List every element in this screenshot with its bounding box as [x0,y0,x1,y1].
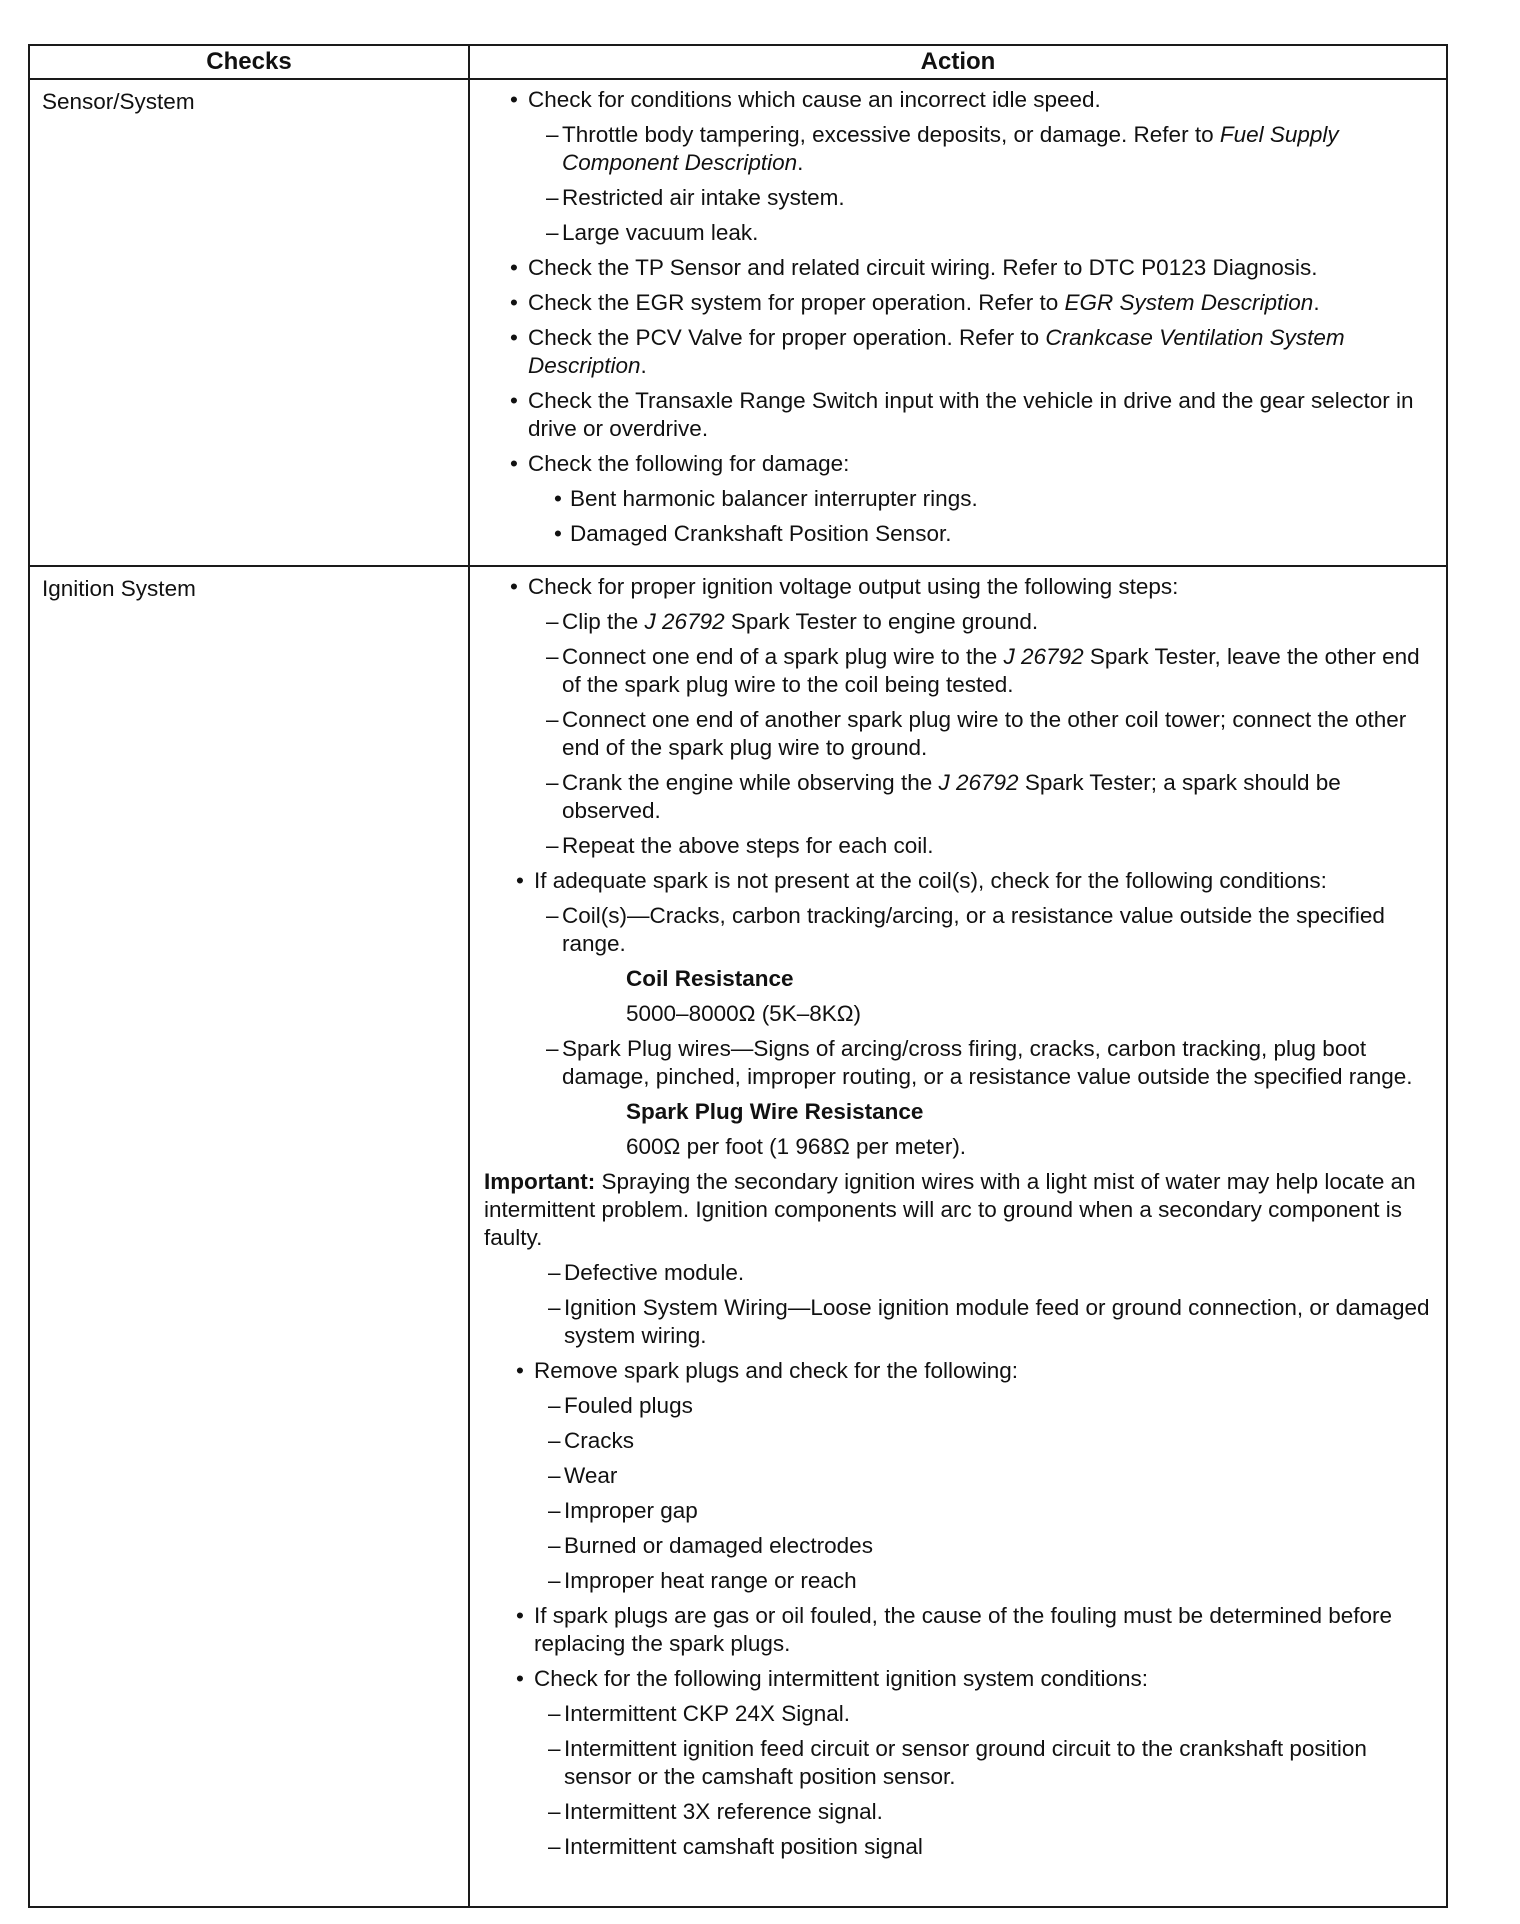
text-fragment: Check the PCV Valve for proper operation. Refer to [528,325,1046,350]
text-fragment: Check the EGR system for proper operation. Refer to [528,290,1065,315]
action-subitem: – Intermittent camshaft position signal [484,1833,1436,1861]
action-subitem: – Connect one end of another spark plug wire to the other coil tower; connect the other end of the spark plug wire to ground. [484,706,1436,762]
action-bullet: • If adequate spark is not present at the coil(s), check for the following conditions: [484,867,1436,895]
action-bullet: • Remove spark plugs and check for the following: [484,1357,1436,1385]
table-row-ignition-system [30,566,1446,1906]
action-bullet [484,289,1436,317]
action-subitem: – Coil(s)—Cracks, carbon tracking/arcing, or a resistance value outside the specified range. [484,902,1436,958]
text-fragment: Spark Tester to engine ground. [724,609,1039,634]
tool-number: J 26792 [644,609,725,634]
text-fragment: Spark Tester; a spark should be observed. [562,770,1341,823]
action-subbullet: • Bent harmonic balancer interrupter rings. [484,485,1436,513]
action-subbullet: • Damaged Crankshaft Position Sensor. [484,520,1436,548]
diagnostic-table-frame [28,44,1448,1908]
action-subitem: – Large vacuum leak. [484,219,1436,247]
action-cell [469,566,1446,1906]
check-label-sensor-system: Sensor/System [42,89,195,114]
diagnostic-table [30,46,1446,1906]
text-fragment: . [1313,290,1320,315]
text-fragment: Spark Tester, leave the other end of the spark plug wire to the coil being tested. [562,644,1420,697]
action-subitem: – Repeat the above steps for each coil. [484,832,1436,860]
spec-title-coil-resistance: Coil Resistance [626,966,794,991]
action-bullet: • Check the following for damage: [484,450,1436,478]
spec-title-wire-resistance: Spark Plug Wire Resistance [626,1099,924,1124]
check-cell [30,566,469,1906]
text-fragment: Clip the [562,609,645,634]
action-subitem: – Ignition System Wiring—Loose ignition module feed or ground connection, or damaged system wiring. [484,1294,1436,1350]
reference-link-text: Fuel Supply Component Description [562,122,1339,175]
action-bullet: • If spark plugs are gas or oil fouled, the cause of the fouling must be determined before replacing the spark plugs. [484,1602,1436,1658]
action-bullet: • Check for the following intermittent ignition system conditions: [484,1665,1436,1693]
table-row-sensor-system [30,79,1446,566]
important-note [484,1168,1436,1252]
action-bullet: • Check for proper ignition voltage output using the following steps: [484,573,1436,601]
text-fragment: Crank the engine while observing the [562,770,939,795]
check-cell [30,79,469,566]
important-text: Spraying the secondary ignition wires with a light mist of water may help locate an intermittent problem. Ignition components will arc to ground when a secondary component is faulty. [484,1169,1416,1250]
action-subitem [484,769,1436,825]
important-label: Important: [484,1169,596,1194]
action-bullet: • Check for conditions which cause an incorrect idle speed. [484,86,1436,114]
action-subitem: – Defective module. [484,1259,1436,1287]
action-subitem: – Fouled plugs [484,1392,1436,1420]
action-subitem: – Wear [484,1462,1436,1490]
action-subitem [484,608,1436,636]
text-fragment: . [640,353,647,378]
header-checks: Checks [30,46,469,79]
action-cell [469,79,1446,566]
text-fragment: . [797,150,804,175]
action-subitem [484,643,1436,699]
action-subitem: – Improper heat range or reach [484,1567,1436,1595]
action-subitem: – Intermittent ignition feed circuit or sensor ground circuit to the crankshaft position sensor or the camshaft position sensor. [484,1735,1436,1791]
reference-link-text: Crankcase Ventilation System Description [528,325,1345,378]
action-subitem: – Burned or damaged electrodes [484,1532,1436,1560]
tool-number: J 26792 [1003,644,1084,669]
table-header-row [30,46,1446,79]
text-fragment: Throttle body tampering, excessive deposits, or damage. Refer to [562,122,1220,147]
action-subitem: – Spark Plug wires—Signs of arcing/cross firing, cracks, carbon tracking, plug boot damage, pinched, improper routing, or a resistance value outside the specified range. [484,1035,1436,1091]
spec-value-wire-resistance: 600Ω per foot (1 968Ω per meter). [626,1134,967,1159]
action-subitem: – Restricted air intake system. [484,184,1436,212]
action-subitem: – Cracks [484,1427,1436,1455]
spec-value-coil-resistance: 5000–8000Ω (5K–8KΩ) [626,1001,862,1026]
action-bullet: • Check the TP Sensor and related circuit wiring. Refer to DTC P0123 Diagnosis. [484,254,1436,282]
action-subitem: – Intermittent 3X reference signal. [484,1798,1436,1826]
action-bullet: • Check the Transaxle Range Switch input with the vehicle in drive and the gear selector in drive or overdrive. [484,387,1436,443]
action-subitem [484,121,1436,177]
text-fragment: Connect one end of a spark plug wire to the [562,644,1004,669]
header-action: Action [469,46,1446,79]
action-subitem: – Intermittent CKP 24X Signal. [484,1700,1436,1728]
action-subitem: – Improper gap [484,1497,1436,1525]
tool-number: J 26792 [938,770,1019,795]
reference-link-text: EGR System Description [1064,290,1314,315]
action-bullet [484,324,1436,380]
check-label-ignition-system: Ignition System [42,576,196,601]
